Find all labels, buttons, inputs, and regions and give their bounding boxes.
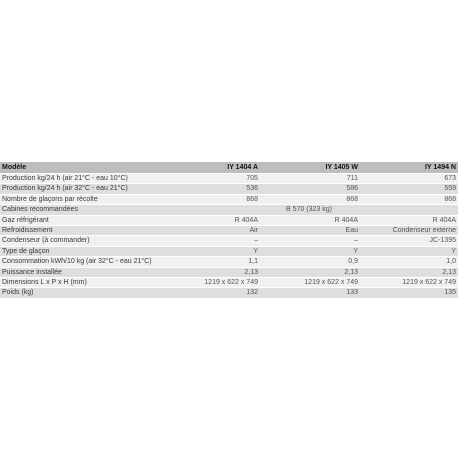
cell-value: 868 (160, 194, 260, 204)
cell-value: 868 (260, 194, 360, 204)
table-row (0, 288, 458, 298)
table-header-row (0, 162, 458, 174)
row-label: Refroidissement (0, 226, 160, 236)
cell-value: R 404A (360, 215, 458, 225)
spec-table (0, 162, 458, 299)
table-row (0, 257, 458, 267)
cell-value: Air (160, 226, 260, 236)
row-label: Condenseur (à commander) (0, 236, 160, 246)
cell-value: 132 (160, 288, 260, 298)
cell-value: 536 (160, 184, 260, 194)
table-row (0, 184, 458, 194)
cell-value: JC-1395 (360, 236, 458, 246)
row-label: Nombre de glaçons par récolte (0, 194, 160, 204)
row-label: Gaz réfrigérant (0, 215, 160, 225)
cell-value: 1219 x 622 x 749 (360, 278, 458, 288)
column-header-iy1494n: IY 1494 N (360, 162, 458, 174)
table-row (0, 205, 458, 215)
cell-value: 2,13 (160, 267, 260, 277)
cell-value: Eau (260, 226, 360, 236)
row-label: Consommation kWh/10 kg (air 32°C - eau 21°C) (0, 257, 160, 267)
cell-value: 1,0 (360, 257, 458, 267)
cell-value: 133 (260, 288, 360, 298)
column-header-model: Modèle (0, 162, 160, 174)
cell-value: – (160, 236, 260, 246)
row-label: Puissance installée (0, 267, 160, 277)
column-header-iy1404a: IY 1404 A (160, 162, 260, 174)
cell-value: Y (360, 246, 458, 256)
table-row (0, 194, 458, 204)
table-row (0, 174, 458, 184)
row-label: Type de glaçon (0, 246, 160, 256)
cell-value: 1219 x 622 x 749 (160, 278, 260, 288)
row-label: Poids (kg) (0, 288, 160, 298)
cell-value: 0,9 (260, 257, 360, 267)
cell-value: Condenseur externe (360, 226, 458, 236)
cell-value: R 404A (260, 215, 360, 225)
row-label: Dimensions L x P x H (mm) (0, 278, 160, 288)
table-row (0, 215, 458, 225)
table-row (0, 278, 458, 288)
column-header-iy1405w: IY 1405 W (260, 162, 360, 174)
table-row (0, 246, 458, 256)
cell-value: R 404A (160, 215, 260, 225)
cell-value: Y (160, 246, 260, 256)
cell-value-merged: B 570 (323 kg) (160, 205, 458, 215)
cell-value: 711 (260, 174, 360, 184)
row-label: Cabines recommandées (0, 205, 160, 215)
table-row (0, 226, 458, 236)
cell-value: 1,1 (160, 257, 260, 267)
cell-value: 2,13 (360, 267, 458, 277)
cell-value: 135 (360, 288, 458, 298)
cell-value: 705 (160, 174, 260, 184)
row-label: Production kg/24 h (air 32°C - eau 21°C) (0, 184, 160, 194)
cell-value: 2,13 (260, 267, 360, 277)
cell-value: 586 (260, 184, 360, 194)
spec-sheet (0, 162, 458, 299)
table-row (0, 236, 458, 246)
table-row (0, 267, 458, 277)
cell-value: 673 (360, 174, 458, 184)
cell-value: 868 (360, 194, 458, 204)
cell-value: 1219 x 622 x 749 (260, 278, 360, 288)
cell-value: 559 (360, 184, 458, 194)
cell-value: – (260, 236, 360, 246)
cell-value: Y (260, 246, 360, 256)
row-label: Production kg/24 h (air 21°C - eau 10°C) (0, 174, 160, 184)
